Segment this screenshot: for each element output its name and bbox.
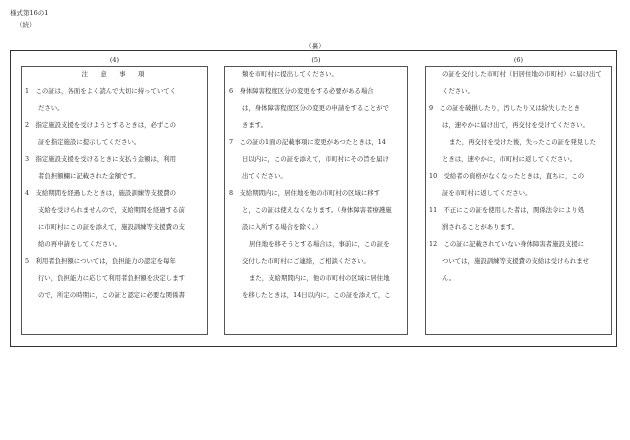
notes-column-5 (229, 66, 404, 304)
column-number-6: (6) (513, 56, 524, 64)
note-line: 9 この証を破損したり，汚したり又は紛失したとき (429, 104, 581, 112)
note-line: ついては，施設訓練等支援費の支給は受けられませ (442, 257, 589, 265)
note-line: 者負担額欄に記載された金額です。 (38, 172, 140, 180)
note-line: 交付した市町村にご連絡，ご相談ください。 (242, 257, 370, 265)
note-line: ので，所定の時期に，この証と認定に必要な関係書 (38, 291, 185, 299)
note-line: 罰されることがあります。 (442, 223, 519, 231)
note-line: 1 この証は，各面をよく読んで大切に持っていてく (25, 87, 177, 95)
note-line: また，支給期間内に，他の市町村の区域に居住地 (249, 274, 390, 282)
note-line: また，再交付を受けた後，失ったこの証を発見した (449, 138, 596, 146)
note-line: 11 不正にこの証を使用した者は，関係法令により処 (429, 206, 585, 214)
reverse-side-label: （裏） (305, 42, 325, 50)
note-line: 8 支給期間内に，居住地を他の市町村の区域に移す (229, 189, 381, 197)
note-line: 日以内に，この証を添えて，市町村にその旨を届け (242, 155, 389, 163)
note-line: 4 支給期間を経過したときは，施設訓練等支援費の (25, 189, 177, 197)
note-line: ください。 (442, 87, 474, 95)
note-line: は，速やかに届け出て，再交付を受けてください。 (442, 121, 589, 129)
note-line: と，この証は使えなくなります。（身体障害者療護施 (242, 206, 392, 214)
column-number-5: (5) (311, 56, 321, 64)
note-line: 証を指定施設に提示してください。 (38, 138, 141, 146)
column-number-4: (4) (109, 56, 120, 64)
note-line: 給の再申請をしてください。 (38, 240, 122, 248)
note-line: 行い，負担能力に応じて利用者負担額を決定します (38, 274, 185, 282)
note-line: ときは，速やかに，市町村に返してください。 (442, 155, 577, 163)
note-line: の証を交付した市町村（旧居住地の市町村）に届け出て (442, 70, 602, 78)
note-line: 12 この証に記載されていない身体障害者施設支援に (429, 240, 585, 248)
note-line: 10 受給者の資格がなくなったときは，直ちに，この (429, 172, 585, 180)
notes-heading: 注 意 事 項 (81, 70, 148, 78)
note-line: ださい。 (38, 104, 64, 112)
note-line: 3 指定施設支援を受けるときに支払う金額は，利用 (25, 155, 177, 163)
form-number: 様式第16の1 (10, 9, 49, 17)
note-line: 証を市町村に返してください。 (442, 189, 532, 197)
note-line: 設に入所する場合を除く。） (242, 223, 322, 231)
note-line: きます。 (242, 121, 268, 129)
note-line: 6 身体障害程度区分の変更をする必要がある場合 (229, 87, 374, 95)
note-line: 2 指定施設支援を受けようとするときは，必ずこの (25, 121, 177, 129)
notes-column-4 (25, 66, 204, 304)
note-line: ん。 (442, 274, 456, 282)
note-line: は，身体障害程度区分の変更の申請をすることがで (242, 104, 389, 112)
note-line: 類を市町村に提出してください。 (242, 70, 338, 78)
note-line: 出てください。 (242, 172, 287, 180)
note-line: を移したときは，14日以内に，この証を添えて，こ (242, 291, 391, 299)
note-line: 7 この証の1面の記載事項に変更があつたときは，14 (229, 138, 386, 146)
note-line: 支給を受けられませんので，支給期間を経過する前 (38, 206, 185, 214)
note-line: に市町村にこの証を添えて，施設訓練等支援費の支 (38, 223, 185, 231)
note-line: 居住地を移そうとする場合は，事前に，この証を (249, 240, 390, 248)
notes-column-6 (429, 66, 608, 287)
continued-label: （続） (16, 21, 36, 29)
note-line: 5 利用者負担額については，負担能力の認定を毎年 (25, 257, 176, 265)
